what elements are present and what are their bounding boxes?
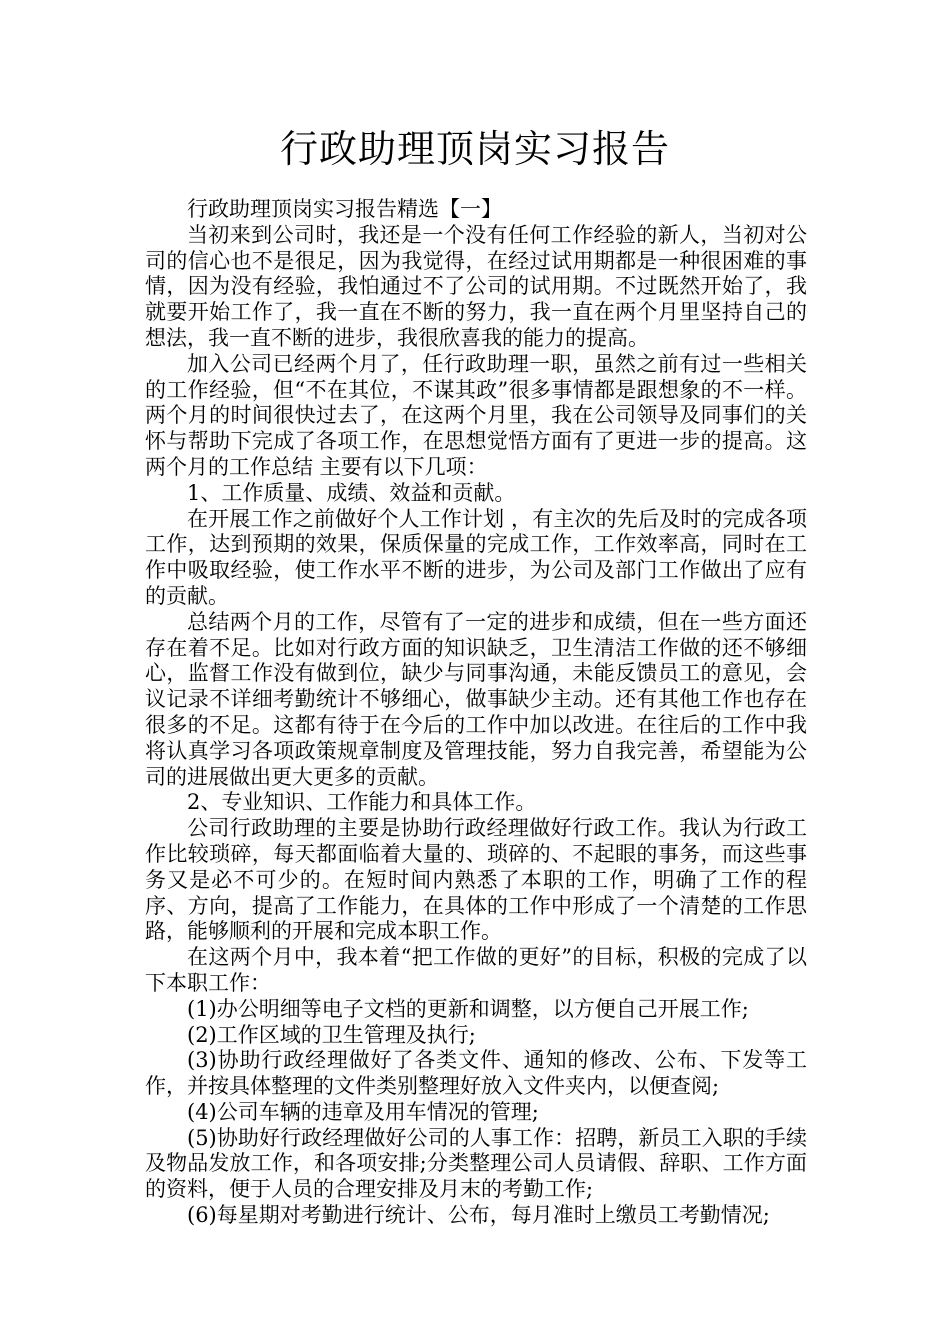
numbered-heading: 2、专业知识、工作能力和具体工作。: [187, 790, 537, 815]
list-item: (4)公司车辆的违章及用车情况的管理;: [187, 1099, 539, 1124]
list-item: (3)协助行政经理做好了各类文件、通知的修改、公布、下发等工作，并按具体整理的文件类别整理好放入文件夹内，以便查阅;: [145, 1048, 807, 1099]
list-item: (5)协助好行政经理做好公司的人事工作：招聘，新员工入职的手续及物品发放工作，和各项安排;分类整理公司人员请假、辞职、工作方面的资料，便于人员的合理安排及月末的考勤工作;: [145, 1125, 807, 1202]
paragraph: 加入公司已经两个月了，任行政助理一职，虽然之前有过一些相关的工作经验，但“不在其位，不谋其政”很多事情都是跟想象的不一样。两个月的时间很快过去了，在这两个月里，我在公司领导及同事们的关怀与帮助下完成了各项工作，在思想觉悟方面有了更进一步的提高。这两个月的工作总结 主要有以下几项：: [145, 351, 807, 479]
list-item: (2)工作区域的卫生管理及执行;: [187, 1022, 476, 1047]
numbered-heading: 1、工作质量、成绩、效益和贡献。: [187, 480, 516, 505]
paragraph: 公司行政助理的主要是协助行政经理做好行政工作。我认为行政工作比较琐碎，每天都面临着大量的、琐碎的、不起眼的事务，而这些事务又是必不可少的。在短时间内熟悉了本职的工作，明确了工作的程序、方向，提高了工作能力，在具体的工作中形成了一个清楚的工作思路，能够顺利的开展和完成本职工作。: [145, 816, 807, 944]
section-heading: 行政助理顶岗实习报告精选【一】: [187, 197, 502, 221]
list-item: (6)每星期对考勤进行统计、公布，每月准时上缴员工考勤情况;: [187, 1203, 770, 1228]
document-title: 行政助理顶岗实习报告: [279, 127, 670, 171]
paragraph: 在这两个月中，我本着“把工作做的更好”的目标，积极的完成了以下本职工作：: [145, 945, 807, 995]
paragraph: 总结两个月的工作，尽管有了一定的进步和成绩，但在一些方面还存在着不足。比如对行政方面的知识缺乏，卫生清洁工作做的还不够细心，监督工作没有做到位，缺少与同事沟通，未能反馈员工的意见，会议记录不详细考勤统计不够细心，做事缺少主动。还有其他工作也存在很多的不足。这都有待于在今后的工作中加以改进。在往后的工作中我将认真学习各项政策规章制度及管理技能，努力自我完善，希望能为公司的进展做出更大更多的贡献。: [145, 609, 807, 789]
document-body: [145, 197, 807, 1229]
paragraph: 当初来到公司时，我还是一个没有任何工作经验的新人，当初对公司的信心也不是很足，因为我觉得，在经过试用期都是一种很困难的事情，因为没有经验，我怕通过不了公司的试用期。不过既然开始了，我就要开始工作了，我一直在不断的努力，我一直在两个月里坚持自己的想法，我一直不断的进步，我很欣喜我的能力的提高。: [145, 222, 807, 350]
paragraph: 在开展工作之前做好个人工作计划 ，有主次的先后及时的完成各项工作，达到预期的效果，保质保量的完成工作，工作效率高，同时在工作中吸取经验，使工作水平不断的进步，为公司及部门工作做出了应有的贡献。: [145, 506, 807, 608]
list-item: (1)办公明细等电子文档的更新和调整，以方便自己开展工作;: [187, 996, 749, 1021]
